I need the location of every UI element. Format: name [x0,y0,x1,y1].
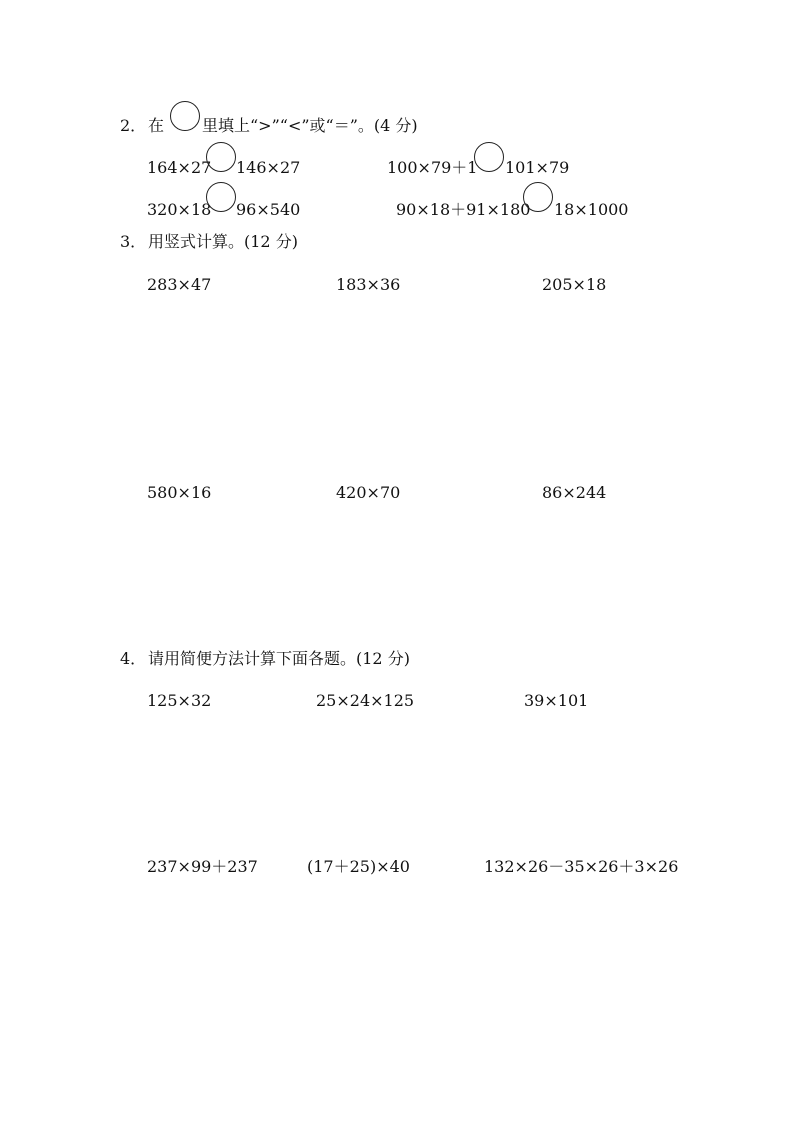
q2-item1-right: 146×27 [236,158,301,177]
q4-item5: (17＋25)×40 [307,857,410,876]
q4-item6: 132×26－35×26＋3×26 [484,857,679,876]
q3-item2: 183×36 [336,275,401,294]
q3-number: 3． [120,232,147,251]
q2-example-circle [170,101,200,131]
q2-item4-right: 18×1000 [554,200,629,219]
q4-item3: 39×101 [524,691,589,710]
q4-number: 4． [120,649,147,668]
q2-item3-right: 96×540 [236,200,301,219]
q2-item4-left: 90×18＋91×180 [396,200,531,219]
q2-item3-answer-circle[interactable] [206,182,236,212]
q3-item6: 86×244 [542,483,607,502]
q2-prefix: 在 [148,116,165,135]
q2-item2-left: 100×79＋1 [387,158,478,177]
q3-instruction: 用竖式计算。(12 分) [148,232,298,251]
q3-item4: 580×16 [147,483,212,502]
q2-item2-right: 101×79 [505,158,570,177]
q3-item3: 205×18 [542,275,607,294]
q4-instruction: 请用简便方法计算下面各题。(12 分) [148,649,410,668]
q3-item1: 283×47 [147,275,212,294]
q2-item1-answer-circle[interactable] [206,142,236,172]
q4-item4: 237×99＋237 [147,857,258,876]
q2-item1-left: 164×27 [147,158,212,177]
q4-item2: 25×24×125 [316,691,415,710]
q2-item3-left: 320×18 [147,200,212,219]
q3-item5: 420×70 [336,483,401,502]
q4-item1: 125×32 [147,691,212,710]
q2-item2-answer-circle[interactable] [474,142,504,172]
q2-number: 2． [120,116,147,135]
q2-instruction: 里填上“>”“<”或“＝”。(4 分) [202,116,418,135]
q2-item4-answer-circle[interactable] [523,182,553,212]
